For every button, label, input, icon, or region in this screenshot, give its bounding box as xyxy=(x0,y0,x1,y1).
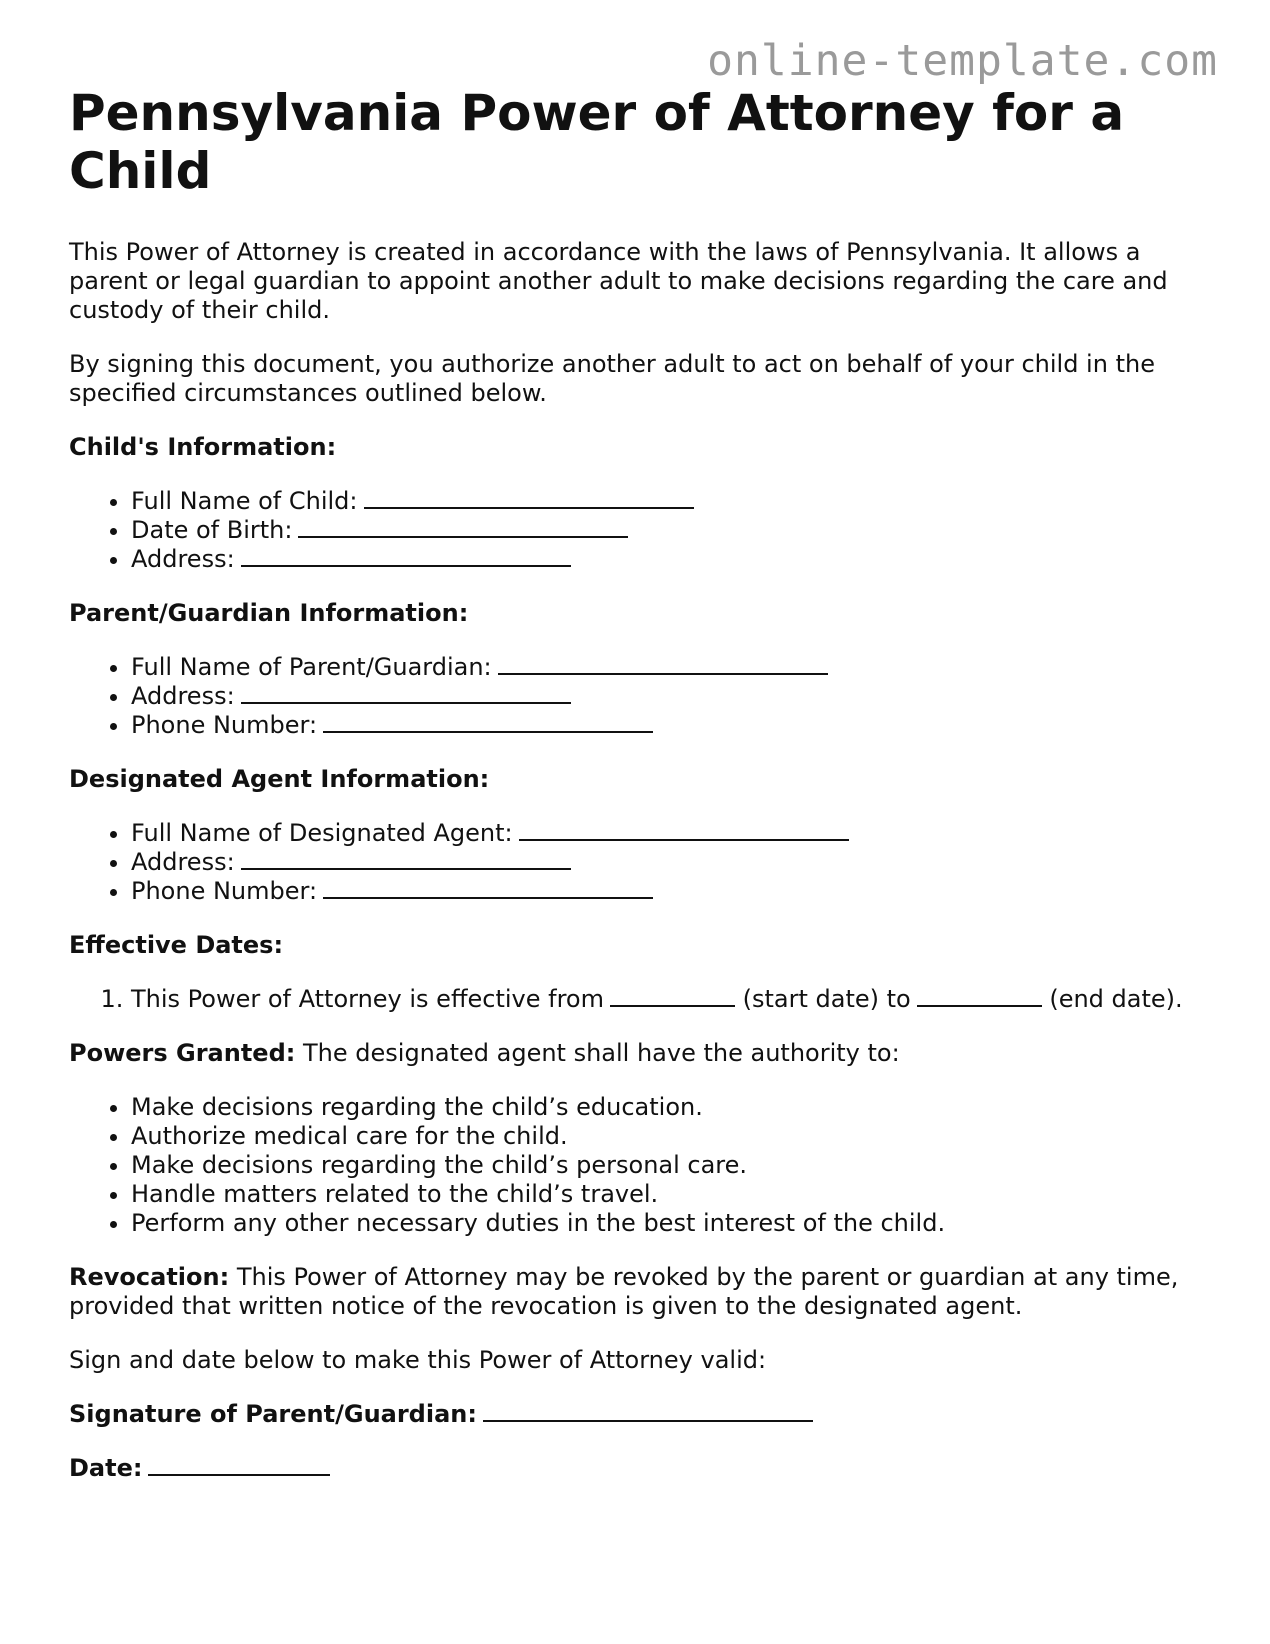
signature-line xyxy=(69,1400,1209,1429)
agent-name-field[interactable] xyxy=(519,819,849,841)
list-item xyxy=(131,487,1209,516)
signature-field[interactable] xyxy=(483,1400,813,1422)
effective-dates-list xyxy=(69,985,1209,1014)
powers-paragraph xyxy=(69,1039,1209,1068)
list-item xyxy=(131,682,1209,711)
document xyxy=(69,84,1209,1483)
powers-intro: The designated agent shall have the authority to: xyxy=(303,1039,900,1067)
start-date-label: (start date) to xyxy=(742,985,911,1013)
list-item: • Make decisions regarding the child’s personal care. xyxy=(131,1151,1209,1180)
field-label-agent-name: Full Name of Designated Agent: xyxy=(131,819,513,847)
intro-paragraph-2: By signing this document, you authorize another adult to act on behalf of your child in the specified circumstances outlined below. xyxy=(69,350,1155,407)
date-label: Date: xyxy=(69,1454,143,1482)
agent-address-field[interactable] xyxy=(241,848,571,870)
signature-label: Signature of Parent/Guardian: xyxy=(69,1400,477,1428)
field-label-parent-name: Full Name of Parent/Guardian: xyxy=(131,653,492,681)
agent-info-heading: Designated Agent Information: xyxy=(69,765,490,793)
parent-info-list xyxy=(69,653,1209,740)
child-address-field[interactable] xyxy=(241,545,571,567)
child-info-heading: Child's Information: xyxy=(69,433,337,461)
agent-info-list xyxy=(69,819,1209,906)
list-item: • Make decisions regarding the child’s education. xyxy=(131,1093,1209,1122)
revocation-paragraph xyxy=(69,1263,1209,1321)
list-item xyxy=(131,819,1209,848)
field-label-parent-phone: Phone Number: xyxy=(131,711,318,739)
field-label-child-name: Full Name of Child: xyxy=(131,487,358,515)
agent-phone-field[interactable] xyxy=(323,877,653,899)
start-date-field[interactable] xyxy=(610,985,735,1007)
parent-name-field[interactable] xyxy=(498,653,828,675)
list-item: • Perform any other necessary duties in the best interest of the child. xyxy=(131,1209,1209,1238)
child-dob-field[interactable] xyxy=(298,516,628,538)
effective-dates-heading: Effective Dates: xyxy=(69,931,284,959)
powers-list xyxy=(69,1093,1209,1238)
revocation-heading: Revocation: xyxy=(69,1263,230,1291)
powers-heading: Powers Granted: xyxy=(69,1039,296,1067)
parent-info-heading: Parent/Guardian Information: xyxy=(69,599,469,627)
parent-address-field[interactable] xyxy=(241,682,571,704)
list-item: • Authorize medical care for the child. xyxy=(131,1122,1209,1151)
end-date-label: (end date). xyxy=(1049,985,1183,1013)
list-item xyxy=(131,848,1209,877)
child-info-list xyxy=(69,487,1209,574)
sign-instruction: Sign and date below to make this Power of Attorney valid: xyxy=(69,1346,767,1374)
date-field[interactable] xyxy=(148,1454,330,1476)
field-label-child-address: Address: xyxy=(131,545,235,573)
list-item xyxy=(131,985,1209,1014)
page-title: Pennsylvania Power of Attorney for a Child xyxy=(69,84,1125,200)
list-item xyxy=(131,545,1209,574)
field-label-agent-phone: Phone Number: xyxy=(131,877,318,905)
list-item xyxy=(131,516,1209,545)
effective-dates-prefix: This Power of Attorney is effective from xyxy=(131,985,604,1013)
list-item: • Handle matters related to the child’s travel. xyxy=(131,1180,1209,1209)
field-label-agent-address: Address: xyxy=(131,848,235,876)
field-label-child-dob: Date of Birth: xyxy=(131,516,293,544)
field-label-parent-address: Address: xyxy=(131,682,235,710)
list-item xyxy=(131,877,1209,906)
watermark: online-template.com xyxy=(707,36,1218,86)
end-date-field[interactable] xyxy=(917,985,1042,1007)
revocation-text: This Power of Attorney may be revoked by the parent or guardian at any time, provided that written notice of the revocation is given to the designated agent. xyxy=(69,1263,1179,1320)
list-item xyxy=(131,711,1209,740)
intro-paragraph-1: This Power of Attorney is created in accordance with the laws of Pennsylvania. It allows a parent or legal guardian to appoint another adult to make decisions regarding the care and custody of their child. xyxy=(69,238,1168,324)
parent-phone-field[interactable] xyxy=(323,711,653,733)
list-item xyxy=(131,653,1209,682)
child-name-field[interactable] xyxy=(364,487,694,509)
date-line xyxy=(69,1454,1209,1483)
